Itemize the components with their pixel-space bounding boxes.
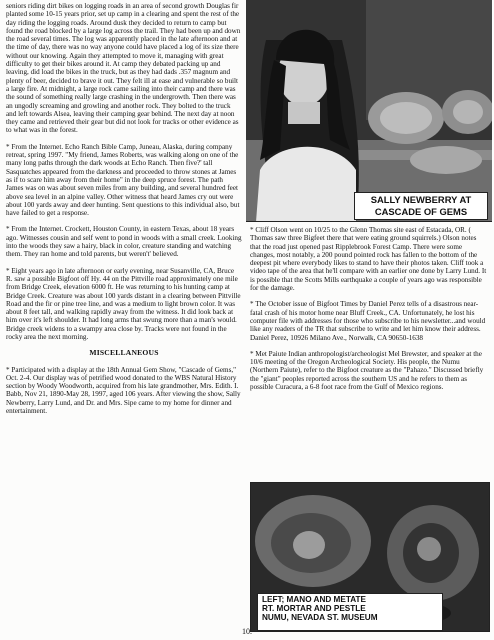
paragraph-susanville: * Eight years ago in late afternoon or early evening, near Susanville, CA, Bruce R. saw a possible Bigfoot off Hy. 44 on the Pittville road approximately one mile from Bridge Creek, elevation 6000 ft. He was returning to his hunting camp at Bridge Creek. Creature was about 100 yards distant in a clearing between Pittville Road and the fir or pine tree line, and was a medium to light brown color. It was about 8 feet tall, and walking rapidly away from the witness. It did look back at him over it's left shoulder. It had long arms that swung more than a man's would. Bridge creek widens to a swampy area close by. Tracks were not found in the rocky area the next morning. <box>6 266 241 341</box>
paragraph-gem-show: * Participated with a display at the 18th Annual Gem Show, "Cascade of Gems," Oct. 2-4. Our display was of petrified wood donated to the WBS Natural History section by Woody Woodworth, acquired from his late grandmother, Mrs. Edith. I. Babb, Nov 21, 1890-May 28, 1997, aged 106 years. After viewing the show, Sally Newberry, Larry Lund, and Dr. and Mrs. Sipe came to my home for dinner and entertainment. <box>6 365 241 416</box>
right-column <box>250 226 488 399</box>
caption-line: RT. MORTAR AND PESTLE <box>262 604 366 614</box>
paragraph-paiute-anthropologist: * Met Paiute Indian anthropologist/archeologist Mel Brewster, and speaker at the 10/6 meeting of the Oregon Archeological Society. His people, the Numu (Northern Paiute), refer to the Bigfoot creature as the "Pahazo." Discussed briefly the "giant" peoples reported across the southern US and he refers to them as possible Curacura, a 6-8 foot race from the Gulf of Mexico regions. <box>250 349 484 392</box>
photo-sally-newberry <box>246 0 492 222</box>
photo-caption-sally-newberry <box>354 192 488 220</box>
caption-line: LEFT; MANO AND METATE <box>262 595 366 604</box>
photo-caption-mano-metate <box>257 593 443 631</box>
caption-line: SALLY NEWBERRY AT <box>370 194 472 205</box>
left-column <box>6 2 242 423</box>
paragraph-alsea-encounter: seniors riding dirt bikes on logging roads in an area of second growth Douglas fir planted some 10-15 years prior, set up camp in a clearing and spent the rest of the day riding the logging roads. Around dusk they decided to return to camp but found the road blocked by a large log across the trail. They had been up and down the road several times. The log was apparently placed in the late afternoon and at the time of day, there was no way anyone could have placed a log of its size there without our knowing. Again they attempted to move it, managing with great difficulty to get their bikes around it. At camp they debated packing up and leaving, did load the bikes in the truck, but as they had dads .357 magnum and plenty of beer, decided to brave it out. They felt ill at ease and vulnerable so built a large fire. At midnight, a large rock came sailing into their camp and there was the sound of something really large crashing in the undergrowth. Then there was an ungodly screaming and growling and another rock. They bolted to the truck and left towards Alsea, leaving their camping gear behind. The next day at noon they came and retrieved their gear but did not look for tracks or other evidence as to what was in the forest. <box>6 2 241 135</box>
paragraph-crockett-texas: * From the Internet. Crockett, Houston County, in eastern Texas, about 18 years ago. Witnesses cousin and self went to pond in woods with a small creek. Looking into the woods they saw a hairy, black in color, creature standing and watching them. They ran home and told parents, but weren't' believed. <box>6 225 242 259</box>
paragraph-bigfoot-times: * The October issue of Bigfoot Times by Daniel Perez tells of a disastrous near-fatal crash of his motor home near Bluff Creek., CA. Unfortunately, he lost his computer file with addresses for those who subscribe to his newsletter...and would like any readers of the TR that subscribe to write and let him know their address. Daniel Perez, 10926 Milano Ave., Norwalk, CA 90650-1638 <box>250 300 486 342</box>
photo-mano-metate <box>250 482 490 632</box>
paragraph-echo-ranch: * From the Internet. Echo Ranch Bible Camp, Juneau, Alaska, during company retreat, spring 1997. "My friend, James Roberts, was walking along on one of the many long paths through the dark woods at Echo Ranch. Then five?' tall Sasquatches appeared from the darkness and proceeded to throw stones at James as if to scare him away from their home" in the deep spruce forest. The path James was on was about seven miles from any building, and several hundred feet above sea level in an alpine valley. Other witness that heard James cry out were about 100 yards away and deer hunting. Sent questions to this individual also, but have failed to get a response. <box>6 142 240 218</box>
section-heading-miscellaneous: MISCELLANEOUS <box>89 348 159 358</box>
page-number: 10. <box>242 627 252 636</box>
photo-sally-newberry-image <box>246 0 492 222</box>
caption-line: CASCADE OF GEMS <box>374 206 468 217</box>
paragraph-cliff-olson: * Cliff Olson went on 10/25 to the Glenn Thomas site east of Estacada, OR. ( Thomas saw three Bigfeet there that were eating ground squirrels.) Olson notes that the road just opened past Ripplebrook Forest Camp. There were some changes, most notably, a 200 pound pointed rock has fallen to the bottom of the deepest pit where everybody likes to stand to have their photos taken. Cliff took a video tape of the area that he'll compare with an earlier one done by Larry Lund. It is possible that the Scotts Mills earthquake a couple of years ago was responsible for the damage. <box>250 226 487 293</box>
caption-line: NUMU, NEVADA ST. MUSEUM <box>262 613 378 623</box>
